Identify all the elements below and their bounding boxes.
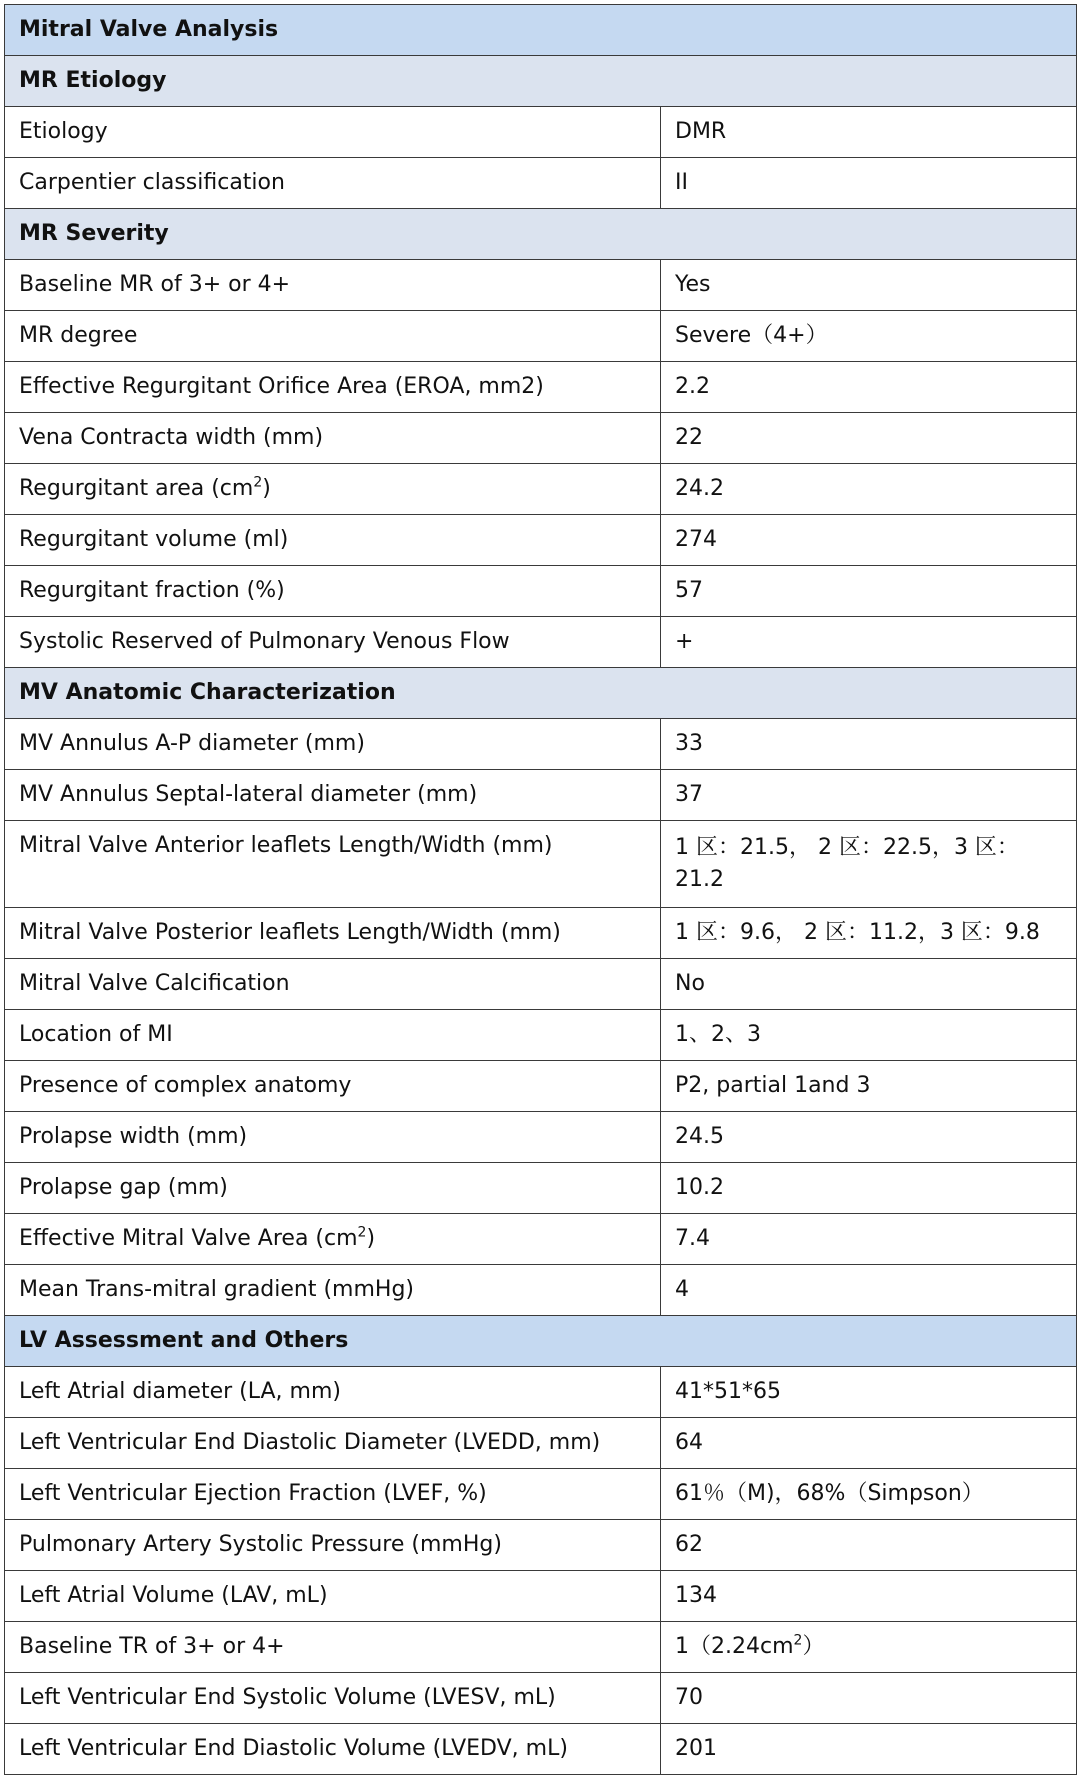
row-value: 1 区：21.5， 2 区：22.5，3 区：21.2 xyxy=(661,821,1077,908)
table-row xyxy=(5,719,1077,770)
table-row xyxy=(5,1265,1077,1316)
mitral-valve-analysis-table xyxy=(4,4,1077,1775)
table-row xyxy=(5,959,1077,1010)
table-row xyxy=(5,1571,1077,1622)
table-row xyxy=(5,515,1077,566)
table-row xyxy=(5,617,1077,668)
row-label: Left Ventricular Ejection Fraction (LVEF, %) xyxy=(5,1469,661,1520)
section-heading-etiology: MR Etiology xyxy=(5,56,1077,107)
row-label xyxy=(5,1214,661,1265)
row-label: Regurgitant volume (ml) xyxy=(5,515,661,566)
row-label: Prolapse gap (mm) xyxy=(5,1163,661,1214)
table-row xyxy=(5,158,1077,209)
row-label: Vena Contracta width (mm) xyxy=(5,413,661,464)
table-row xyxy=(5,1469,1077,1520)
value-superscript: 2 xyxy=(793,1632,803,1649)
row-value: 24.5 xyxy=(661,1112,1077,1163)
table-row xyxy=(5,362,1077,413)
table-row xyxy=(5,1622,1077,1673)
label-text: Regurgitant area (cm xyxy=(19,476,254,501)
row-label: Left Atrial diameter (LA, mm) xyxy=(5,1367,661,1418)
table-row xyxy=(5,1367,1077,1418)
row-label: Left Ventricular End Systolic Volume (LVESV, mL) xyxy=(5,1673,661,1724)
row-value: 41*51*65 xyxy=(661,1367,1077,1418)
row-value: 33 xyxy=(661,719,1077,770)
table-row xyxy=(5,770,1077,821)
table-row xyxy=(5,1061,1077,1112)
row-value: 37 xyxy=(661,770,1077,821)
table-row xyxy=(5,1724,1077,1775)
table-title-row xyxy=(5,5,1077,56)
table-row xyxy=(5,1418,1077,1469)
row-value: 22 xyxy=(661,413,1077,464)
row-value: + xyxy=(661,617,1077,668)
row-value: No xyxy=(661,959,1077,1010)
label-text-suffix: ) xyxy=(262,476,271,501)
table-row xyxy=(5,413,1077,464)
table-row xyxy=(5,1112,1077,1163)
table-row xyxy=(5,1673,1077,1724)
row-label: Baseline TR of 3+ or 4+ xyxy=(5,1622,661,1673)
row-label: Mitral Valve Anterior leaflets Length/Width (mm) xyxy=(5,821,661,908)
table-row xyxy=(5,1163,1077,1214)
table-row xyxy=(5,311,1077,362)
row-value: 10.2 xyxy=(661,1163,1077,1214)
row-value: 2.2 xyxy=(661,362,1077,413)
row-label: Effective Regurgitant Orifice Area (EROA, mm2) xyxy=(5,362,661,413)
row-label: MV Annulus A-P diameter (mm) xyxy=(5,719,661,770)
row-value: DMR xyxy=(661,107,1077,158)
row-label: Carpentier classification xyxy=(5,158,661,209)
value-text-suffix: ） xyxy=(802,1634,825,1659)
row-value: 4 xyxy=(661,1265,1077,1316)
table-row xyxy=(5,566,1077,617)
row-value: Severe（4+） xyxy=(661,311,1077,362)
row-label: Mitral Valve Posterior leaflets Length/Width (mm) xyxy=(5,908,661,959)
label-superscript: 2 xyxy=(253,474,263,491)
table-row xyxy=(5,1520,1077,1571)
table-row xyxy=(5,1010,1077,1061)
row-value: 1、2、3 xyxy=(661,1010,1077,1061)
row-value: P2, partial 1and 3 xyxy=(661,1061,1077,1112)
row-value: 61％（M)，68%（Simpson） xyxy=(661,1469,1077,1520)
section-heading-anatomy: MV Anatomic Characterization xyxy=(5,668,1077,719)
table-row xyxy=(5,464,1077,515)
row-value xyxy=(661,1622,1077,1673)
section-heading-severity: MR Severity xyxy=(5,209,1077,260)
row-label: Systolic Reserved of Pulmonary Venous Flow xyxy=(5,617,661,668)
row-value: 64 xyxy=(661,1418,1077,1469)
row-value: II xyxy=(661,158,1077,209)
row-label: Baseline MR of 3+ or 4+ xyxy=(5,260,661,311)
section-header-row xyxy=(5,1316,1077,1367)
row-value: 274 xyxy=(661,515,1077,566)
row-value: 201 xyxy=(661,1724,1077,1775)
table-row xyxy=(5,908,1077,959)
section-heading-lv: LV Assessment and Others xyxy=(5,1316,1077,1367)
row-label: Prolapse width (mm) xyxy=(5,1112,661,1163)
section-header-row xyxy=(5,209,1077,260)
label-text-suffix: ) xyxy=(366,1226,376,1251)
row-value: 1 区：9.6， 2 区：11.2，3 区：9.8 xyxy=(661,908,1077,959)
row-label: Regurgitant fraction (%) xyxy=(5,566,661,617)
section-header-row xyxy=(5,668,1077,719)
row-value: 24.2 xyxy=(661,464,1077,515)
value-text: 1（2.24cm xyxy=(675,1634,794,1659)
row-label: Pulmonary Artery Systolic Pressure (mmHg) xyxy=(5,1520,661,1571)
row-label xyxy=(5,464,661,515)
table-row xyxy=(5,821,1077,908)
row-label: MR degree xyxy=(5,311,661,362)
table-row xyxy=(5,107,1077,158)
label-superscript: 2 xyxy=(357,1224,367,1241)
table-row xyxy=(5,260,1077,311)
row-value: 62 xyxy=(661,1520,1077,1571)
row-label: Mitral Valve Calcification xyxy=(5,959,661,1010)
row-value: 7.4 xyxy=(661,1214,1077,1265)
row-label: Left Ventricular End Diastolic Diameter (LVEDD, mm) xyxy=(5,1418,661,1469)
row-label: Left Ventricular End Diastolic Volume (LVEDV, mL) xyxy=(5,1724,661,1775)
row-label: Location of MI xyxy=(5,1010,661,1061)
row-label: Mean Trans-mitral gradient (mmHg) xyxy=(5,1265,661,1316)
row-value: 70 xyxy=(661,1673,1077,1724)
row-label: MV Annulus Septal-lateral diameter (mm) xyxy=(5,770,661,821)
section-header-row xyxy=(5,56,1077,107)
table-row xyxy=(5,1214,1077,1265)
row-value: Yes xyxy=(661,260,1077,311)
row-label: Etiology xyxy=(5,107,661,158)
report-sheet xyxy=(4,4,1076,1775)
row-value: 57 xyxy=(661,566,1077,617)
row-value: 134 xyxy=(661,1571,1077,1622)
label-text: Effective Mitral Valve Area (cm xyxy=(19,1226,358,1251)
table-title: Mitral Valve Analysis xyxy=(5,5,1077,56)
row-label: Left Atrial Volume (LAV, mL) xyxy=(5,1571,661,1622)
row-label: Presence of complex anatomy xyxy=(5,1061,661,1112)
